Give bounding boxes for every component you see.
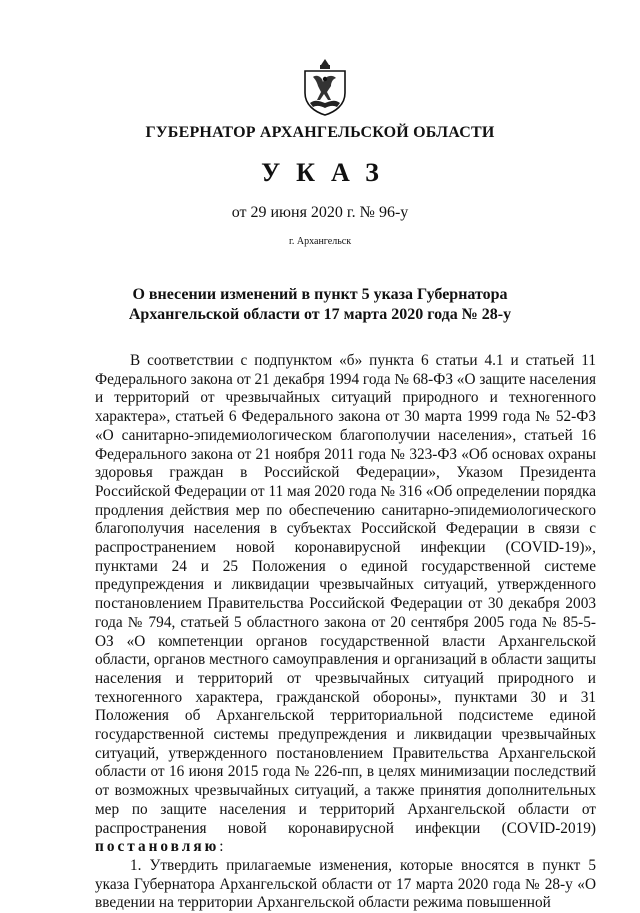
preamble-text: В соответствии с подпунктом «б» пункта 6 статьи 4.1 и статьей 11 Федерального закона от 21 декабря 1994 года № 68-ФЗ «О защите населения и территорий от чрезвычайных ситуаций природного и техногенного характера», статьей 6 Федерального закона от 30 марта 1999 года № 52-ФЗ «О санитарно-эпидемиологическом благополучии населения», статьей 16 Федерального закона от 21 ноября 2011 года № 323-ФЗ «Об основах охраны здоровья граждан в Российской Федерации», Указом Президента Российской Федерации от 11 мая 2020 года № 316 «Об определении порядка продления действия мер по обеспечению санитарно-эпидемиологического благополучия населения в субъектах Российской Федерации в связи с распространением новой коронавирусной инфекции (COVID-19)», пунктами 24 и 25 Положения о единой государственной системе предупреждения и ликвидации чрезвычайных ситуаций, утвержденного постановлением Правительства Российской Федерации от 30 декабря 2003 года № 794, статьей 5 областного закона от 20 сентября 2005 года № 85-5-ОЗ «О компетенции органов государственной власти Архангельской области, органов местного самоуправления и организаций в области защиты населения и территорий от чрезвычайных ситуаций природного и техногенного характера, гражданской обороны», пунктами 30 и 31 Положения об Архангельской территориальной подсистеме единой государственной системы предупреждения и ликвидации чрезвычайных ситуаций, утвержденного постановлением Правительства Архангельской области от 16 июня 2015 года № 226-пп, в целях минимизации последствий от возможных чрезвычайных ситуаций, а также принятия дополнительных мер по защите населения и территорий Архангельской области от распространения новой коронавирусной инфекции (COVID-2019) (95, 352, 596, 837)
coat-of-arms-archangel-icon (300, 57, 350, 117)
decree-subject (60, 285, 580, 325)
decree-body (95, 352, 596, 913)
decree-date-number: от 29 июня 2020 г. № 96-у (231, 204, 409, 221)
decree-word: постановляю (95, 838, 220, 856)
document-type-title: УКАЗ (261, 158, 395, 187)
preamble-paragraph (95, 352, 596, 857)
decree-city: г. Архангельск (288, 236, 352, 247)
subject-line-1: О внесении изменений в пункт 5 указа Губернатора (132, 286, 508, 303)
subject-line-2: Архангельской области от 17 марта 2020 года № 28-у (128, 306, 512, 323)
item-1-paragraph: 1. Утвердить прилагаемые изменения, которые вносятся в пункт 5 указа Губернатора Архангельской области от 17 марта 2020 года № 28-у «О введении на территории Архангельской области режима повышенной (95, 856, 596, 912)
decree-colon: : (219, 838, 224, 856)
authority-heading: ГУБЕРНАТОР АРХАНГЕЛЬСКОЙ ОБЛАСТИ (145, 124, 495, 141)
